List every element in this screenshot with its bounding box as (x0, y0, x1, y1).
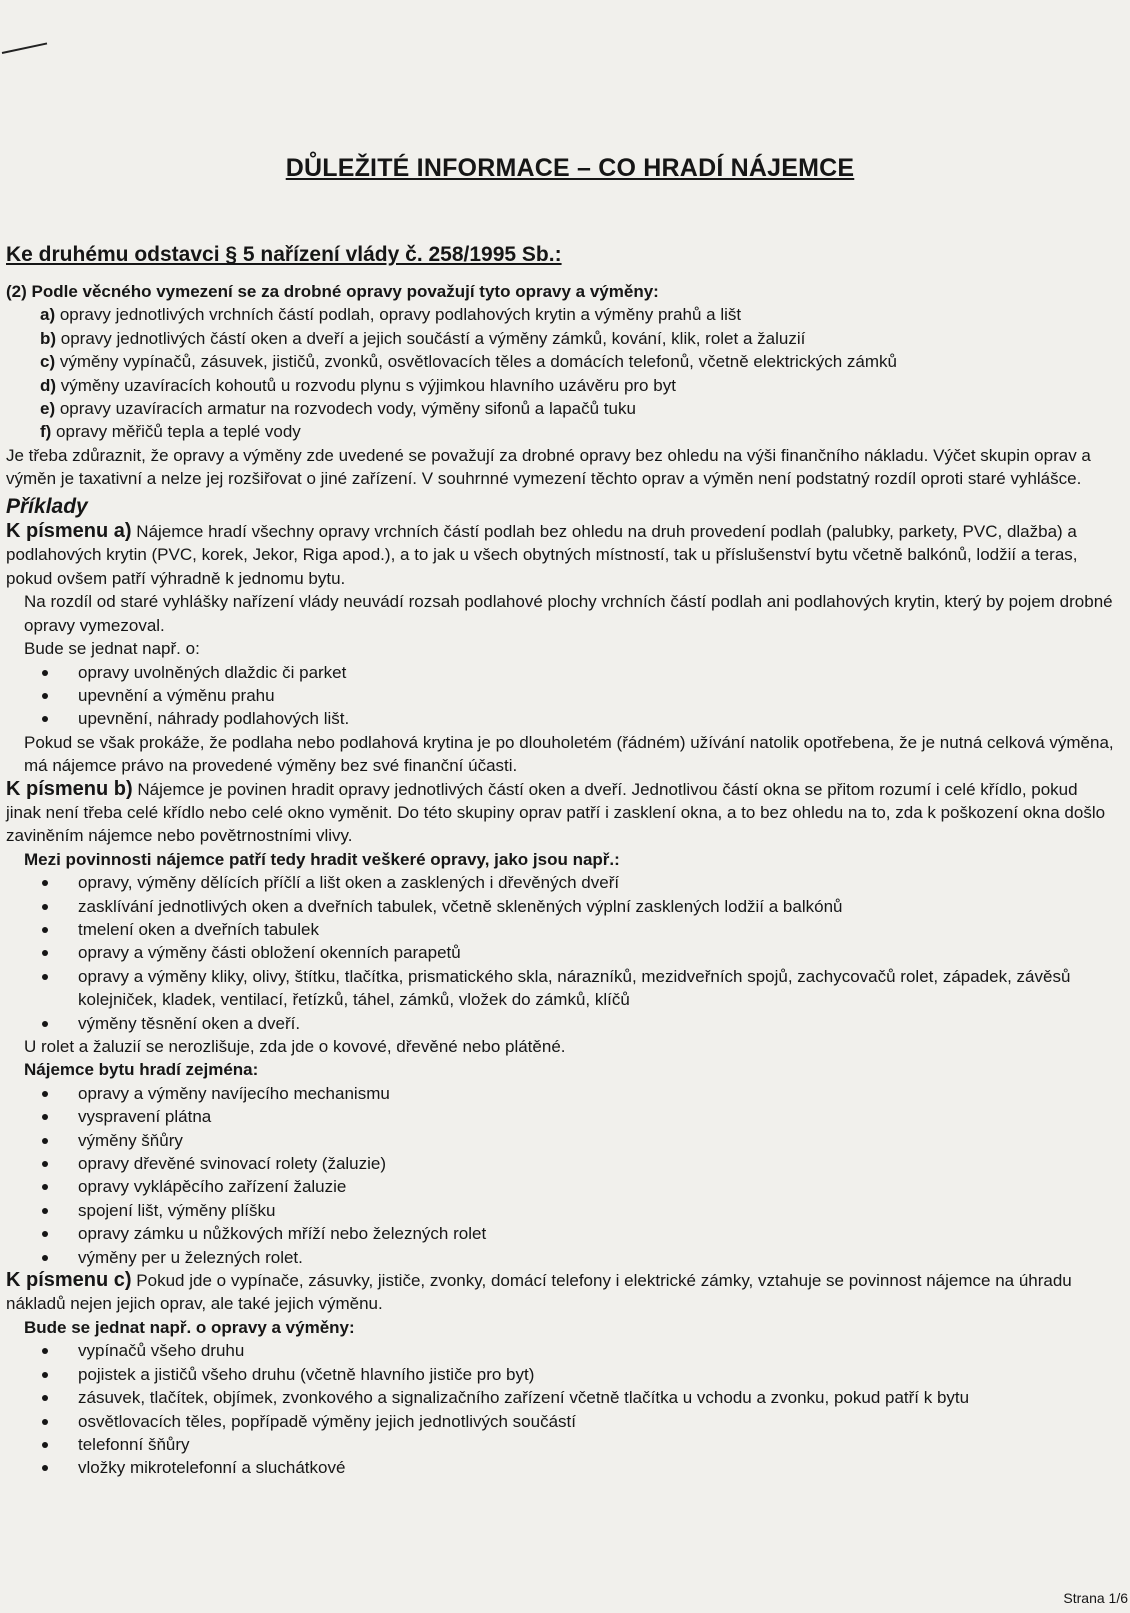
letter-a-head: K písmenu a) (6, 520, 132, 543)
list-item: opravy zámku u nůžkových mříží nebo železných rolet (42, 1222, 1116, 1245)
list-item: upevnění a výměnu prahu (42, 684, 1116, 707)
list-item: výměny per u železných rolet. (42, 1246, 1116, 1269)
list-item: opravy vyklápěcího zařízení žaluzie (42, 1175, 1116, 1198)
letter-a-intro: Bude se jednat např. o: (24, 639, 200, 659)
list-item: opravy uvolněných dlaždic či parket (42, 661, 1116, 684)
letter-b-head: K písmenu b) (6, 777, 133, 800)
list-item: a) opravy jednotlivých vrchních částí podlah, opravy podlahových krytin a výměny prahů a lišt (40, 305, 742, 325)
bullet-icon (42, 1138, 48, 1144)
page-number: Strana 1/6 (1063, 1590, 1128, 1606)
bullet-icon (42, 1184, 48, 1190)
letter-c-head: K písmenu c) (6, 1269, 132, 1292)
section-heading: Ke druhému odstavci § 5 nařízení vlády č. 258/1995 Sb.: (6, 243, 562, 266)
list-item: vypínačů všeho druhu (42, 1339, 1116, 1362)
list-item: tmelení oken a dveřních tabulek (42, 918, 1116, 941)
list-item: zásuvek, tlačítek, objímek, zvonkového a signalizačního zařízení včetně tlačítka u vchodu a zvonku, pokud patří k bytu (42, 1386, 1116, 1409)
bullet-icon (42, 716, 48, 722)
list-item: b) opravy jednotlivých částí oken a dveří a jejich součástí a výměny zámků, kování, klik, rolet a žaluzií (40, 328, 806, 348)
list-item: d) výměny uzavíracích kohoutů u rozvodu plynu s výjimkou hlavního uzávěru pro byt (40, 375, 676, 395)
paragraph-2-note: Je třeba zdůraznit, že opravy a výměny zde uvedené se považují za drobné opravy bez ohledu na výši finančního nákladu. Výčet skupin oprav a výměn je taxativní a nelze jej rozšiřovat o jiné zařízení. V souhrnné vymezení těchto oprav a výměn není podstatný rozdíl oproti staré vyhlášce. (6, 445, 1091, 489)
page-title: DŮLEŽITÉ INFORMACE – CO HRADÍ NÁJEMCE (285, 154, 855, 182)
list-item: výměny šňůry (42, 1129, 1116, 1152)
bullet-icon (42, 1442, 48, 1448)
list-item: pojistek a jističů všeho druhu (včetně hlavního jističe pro byt) (42, 1363, 1116, 1386)
letter-c-bullets (6, 1339, 1116, 1479)
bullet-icon (42, 1208, 48, 1214)
list-item: vyspravení plátna (42, 1105, 1116, 1128)
list-item: zasklívání jednotlivých oken a dveřních tabulek, včetně skleněných výplní zasklených lodžií a balkónů (42, 895, 1116, 918)
list-item: opravy, výměny dělících příčlí a lišt oken a zasklených i dřevěných dveří (42, 871, 1116, 894)
list-item: f) opravy měřičů tepla a teplé vody (40, 422, 301, 442)
letter-a-text2: Na rozdíl od staré vyhlášky nařízení vlády neuvádí rozsah podlahové plochy vrchních částí podlah ani podlahových krytin, který by pojem drobné opravy vymezoval. (24, 592, 1113, 635)
letter-c-intro: Bude se jednat např. o opravy a výměny: (24, 1317, 355, 1337)
bullet-icon (42, 693, 48, 699)
bullet-icon (42, 1395, 48, 1401)
list-item: opravy a výměny navíjecího mechanismu (42, 1082, 1116, 1105)
letter-a-closing: Pokud se však prokáže, že podlaha nebo podlahová krytina je po dlouholetém (řádném) užívání natolik opotřebena, že je nutná celková výměna, má nájemce právo na provedené výměny bez své finanční účasti. (24, 732, 1114, 776)
letter-b-paragraph: K písmenu b) Nájemce je povinen hradit opravy jednotlivých částí oken a dveří. Jednotlivou částí okna se přitom rozumí i celé křídlo, pokud jinak není třeba celé křídlo nebo celé okno vyměnit. Do této skupiny oprav patří i zasklení okna, a to bez ohledu na to, zda k poškození okna došlo zaviněním nájemce nebo povětrnostními vlivy. (6, 777, 1106, 846)
bullet-icon (42, 974, 48, 980)
list-item: osvětlovacích těles, popřípadě výměny jejich jednotlivých součástí (42, 1410, 1116, 1433)
letter-b-intro: Mezi povinnosti nájemce patří tedy hradit veškeré opravy, jako jsou např.: (24, 849, 620, 869)
list-item: upevnění, náhrady podlahových lišt. (42, 707, 1116, 730)
bullet-icon (42, 904, 48, 910)
bullet-icon (42, 1231, 48, 1237)
letter-b-intro2: Nájemce bytu hradí zejména: (24, 1060, 259, 1080)
bullet-icon (42, 1465, 48, 1471)
letter-b-bullets (6, 871, 1116, 1035)
letter-b-rolety-note: U rolet a žaluzií se nerozlišuje, zda jde o kovové, dřevěné nebo plátěné. (24, 1037, 566, 1056)
bullet-icon (42, 1348, 48, 1354)
letter-a-paragraph: K písmenu a) Nájemce hradí všechny opravy vrchních částí podlah bez ohledu na druh provedení podlah (palubky, parkety, PVC, dlažba) a podlahových krytin (PVC, korek, Jekor, Riga apod.), a to jak u všech obytných místností, tak u příslušenství bytu včetně balkónů, lodžií a teras, pokud ovšem patří výhradně k jednomu bytu. (6, 520, 1078, 588)
paragraph-2-lead: (2) Podle věcného vymezení se za drobné opravy považují tyto opravy a výměny: (6, 282, 659, 301)
list-item: opravy a výměny části obložení okenních parapetů (42, 941, 1116, 964)
letter-c-paragraph: K písmenu c) Pokud jde o vypínače, zásuvky, jističe, zvonky, domácí telefony i elektrické zámky, vztahuje se povinnost nájemce na úhradu nákladů nejen jejich oprav, ale také jejich výměnu. (6, 1269, 1072, 1314)
list-item: telefonní šňůry (42, 1433, 1116, 1456)
list-item: opravy a výměny kliky, olivy, štítku, tlačítka, prismatického skla, nárazníků, mezidveřních spojů, zachycovačů rolet, západek, závěsů kolejniček, kladek, ventilací, řetízků, táhel, zámků, vložek do zámků, klíčů (42, 965, 1116, 1012)
list-item: vložky mikrotelefonní a sluchátkové (42, 1456, 1116, 1479)
scan-mark (2, 42, 47, 54)
bullet-icon (42, 1114, 48, 1120)
bullet-icon (42, 670, 48, 676)
letter-b-bullets2 (6, 1082, 1116, 1269)
bullet-icon (42, 950, 48, 956)
bullet-icon (42, 1255, 48, 1261)
bullet-icon (42, 1372, 48, 1378)
paragraph-2-list (6, 303, 1116, 443)
bullet-icon (42, 927, 48, 933)
letter-a-bullets (6, 661, 1116, 731)
examples-heading: Příklady (6, 494, 88, 518)
content (6, 280, 1116, 1480)
bullet-icon (42, 1091, 48, 1097)
list-item: spojení lišt, výměny plíšku (42, 1199, 1116, 1222)
bullet-icon (42, 1021, 48, 1027)
bullet-icon (42, 1161, 48, 1167)
list-item: c) výměny vypínačů, zásuvek, jističů, zvonků, osvětlovacích těles a domácích telefonů, včetně elektrických zámků (40, 352, 898, 372)
list-item: výměny těsnění oken a dveří. (42, 1012, 1116, 1035)
list-item: e) opravy uzavíracích armatur na rozvodech vody, výměny sifonů a lapačů tuku (40, 399, 636, 419)
list-item: opravy dřevěné svinovací rolety (žaluzie) (42, 1152, 1116, 1175)
bullet-icon (42, 880, 48, 886)
bullet-icon (42, 1419, 48, 1425)
